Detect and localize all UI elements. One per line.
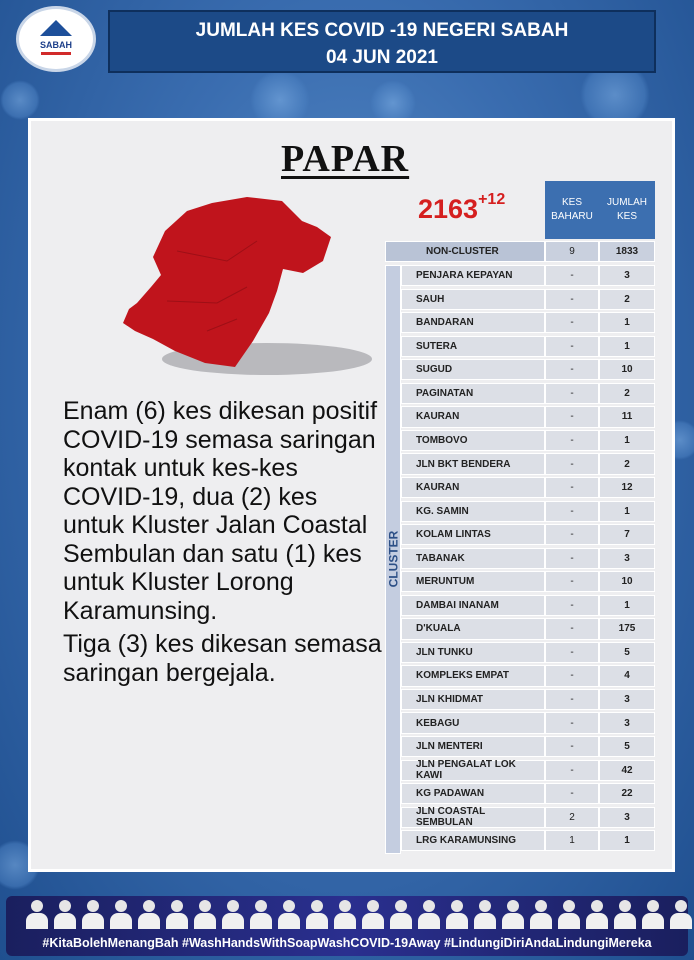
cluster-total: 1 bbox=[599, 336, 655, 357]
cluster-name: KAURAN bbox=[401, 406, 545, 427]
cluster-total: 1 bbox=[599, 312, 655, 333]
person-icon bbox=[418, 900, 440, 930]
person-icon bbox=[586, 900, 608, 930]
footer-banner bbox=[6, 896, 688, 956]
cluster-total: 3 bbox=[599, 689, 655, 710]
cluster-row bbox=[401, 689, 655, 710]
cluster-row bbox=[401, 642, 655, 663]
cluster-new: - bbox=[545, 265, 599, 286]
cluster-new: - bbox=[545, 736, 599, 757]
cluster-name: PAGINATAN bbox=[401, 383, 545, 404]
main-panel bbox=[28, 118, 675, 872]
description bbox=[63, 397, 383, 687]
cluster-new: - bbox=[545, 783, 599, 804]
title-line-2: 04 JUN 2021 bbox=[326, 47, 438, 68]
cluster-row bbox=[401, 736, 655, 757]
cluster-row bbox=[401, 595, 655, 616]
cluster-new: - bbox=[545, 383, 599, 404]
header-title bbox=[108, 10, 656, 73]
cluster-row bbox=[401, 807, 655, 828]
mountain-icon bbox=[40, 20, 72, 36]
cluster-total: 4 bbox=[599, 665, 655, 686]
cluster-name: SUGUD bbox=[401, 359, 545, 380]
logo-text: SABAH bbox=[39, 39, 72, 50]
cluster-total: 2 bbox=[599, 453, 655, 474]
cluster-row bbox=[401, 524, 655, 545]
cluster-total: 3 bbox=[599, 712, 655, 733]
cluster-total: 2 bbox=[599, 383, 655, 404]
person-icon bbox=[222, 900, 244, 930]
cluster-row bbox=[401, 453, 655, 474]
cluster-new: - bbox=[545, 571, 599, 592]
total-value: 2163 bbox=[418, 194, 479, 224]
cluster-label bbox=[385, 265, 401, 854]
person-icon bbox=[614, 900, 636, 930]
cluster-new: - bbox=[545, 760, 599, 781]
person-icon bbox=[110, 900, 132, 930]
cluster-name: BANDARAN bbox=[401, 312, 545, 333]
cluster-new: - bbox=[545, 501, 599, 522]
cluster-total: 5 bbox=[599, 736, 655, 757]
total-cases bbox=[418, 191, 506, 225]
person-icon bbox=[166, 900, 188, 930]
cluster-new: - bbox=[545, 689, 599, 710]
cluster-total: 7 bbox=[599, 524, 655, 545]
cluster-total: 10 bbox=[599, 359, 655, 380]
cluster-total: 1 bbox=[599, 430, 655, 451]
cluster-new: 2 bbox=[545, 807, 599, 828]
cluster-total: 10 bbox=[599, 571, 655, 592]
person-icon bbox=[250, 900, 272, 930]
description-para-2: Tiga (3) kes dikesan semasa saringan bergejala. bbox=[63, 630, 382, 687]
person-icon bbox=[530, 900, 552, 930]
cluster-new: - bbox=[545, 618, 599, 639]
cluster-row bbox=[401, 336, 655, 357]
cluster-total: 11 bbox=[599, 406, 655, 427]
cluster-new: - bbox=[545, 406, 599, 427]
cluster-row bbox=[401, 712, 655, 733]
person-icon bbox=[278, 900, 300, 930]
cluster-new: - bbox=[545, 359, 599, 380]
cluster-name: SUTERA bbox=[401, 336, 545, 357]
cluster-new: - bbox=[545, 289, 599, 310]
cluster-row bbox=[401, 477, 655, 498]
cluster-total: 3 bbox=[599, 807, 655, 828]
cluster-new: - bbox=[545, 453, 599, 474]
cluster-row bbox=[401, 312, 655, 333]
person-icon bbox=[54, 900, 76, 930]
logo-stripe bbox=[41, 52, 71, 55]
cluster-row bbox=[401, 359, 655, 380]
person-icon bbox=[502, 900, 524, 930]
cluster-new: - bbox=[545, 336, 599, 357]
header-new-cases: KES BAHARU bbox=[545, 181, 599, 239]
cluster-name: JLN TUNKU bbox=[401, 642, 545, 663]
person-icon bbox=[474, 900, 496, 930]
cluster-name: JLN MENTERI bbox=[401, 736, 545, 757]
person-icon bbox=[138, 900, 160, 930]
cluster-total: 22 bbox=[599, 783, 655, 804]
cluster-total: 12 bbox=[599, 477, 655, 498]
person-icon bbox=[82, 900, 104, 930]
non-cluster-name: NON-CLUSTER bbox=[385, 241, 545, 262]
cluster-name: TOMBOVO bbox=[401, 430, 545, 451]
person-icon bbox=[670, 900, 692, 930]
cluster-new: 1 bbox=[545, 830, 599, 851]
cluster-new: - bbox=[545, 712, 599, 733]
map-shape bbox=[123, 197, 331, 367]
people-figures bbox=[26, 900, 692, 930]
person-icon bbox=[194, 900, 216, 930]
cluster-name: MERUNTUM bbox=[401, 571, 545, 592]
cluster-name: KEBAGU bbox=[401, 712, 545, 733]
cluster-row bbox=[401, 383, 655, 404]
non-cluster-total: 1833 bbox=[599, 241, 655, 262]
sabah-logo bbox=[16, 6, 96, 72]
cluster-row bbox=[401, 618, 655, 639]
cluster-row bbox=[401, 548, 655, 569]
person-icon bbox=[390, 900, 412, 930]
cluster-total: 175 bbox=[599, 618, 655, 639]
non-cluster-row bbox=[385, 241, 655, 262]
cluster-name: JLN PENGALAT LOK KAWI bbox=[401, 760, 545, 781]
cluster-name: KAURAN bbox=[401, 477, 545, 498]
person-icon bbox=[446, 900, 468, 930]
cluster-total: 1 bbox=[599, 501, 655, 522]
cluster-name: KOLAM LINTAS bbox=[401, 524, 545, 545]
cluster-row bbox=[401, 289, 655, 310]
cluster-name: LRG KARAMUNSING bbox=[401, 830, 545, 851]
cluster-new: - bbox=[545, 430, 599, 451]
cluster-total: 42 bbox=[599, 760, 655, 781]
cluster-total: 1 bbox=[599, 595, 655, 616]
person-icon bbox=[306, 900, 328, 930]
cluster-row bbox=[401, 665, 655, 686]
cluster-new: - bbox=[545, 642, 599, 663]
cluster-name: JLN COASTAL SEMBULAN bbox=[401, 807, 545, 828]
cluster-new: - bbox=[545, 524, 599, 545]
person-icon bbox=[642, 900, 664, 930]
cluster-total: 5 bbox=[599, 642, 655, 663]
cluster-new: - bbox=[545, 595, 599, 616]
person-icon bbox=[558, 900, 580, 930]
cluster-total: 2 bbox=[599, 289, 655, 310]
virus-decoration bbox=[0, 80, 40, 120]
cluster-label-text: CLUSTER bbox=[386, 531, 401, 588]
cluster-total: 3 bbox=[599, 265, 655, 286]
cluster-row bbox=[401, 406, 655, 427]
district-map bbox=[117, 191, 377, 391]
footer-hashtags: #KitaBolehMenangBah #WashHandsWithSoapWashCOVID-19Away #LindungiDiriAndaLindungiMereka bbox=[42, 936, 652, 950]
cluster-name: DAMBAI INANAM bbox=[401, 595, 545, 616]
non-cluster-new: 9 bbox=[545, 241, 599, 262]
district-title: PAPAR bbox=[281, 138, 410, 180]
person-icon bbox=[362, 900, 384, 930]
cluster-name: KOMPLEKS EMPAT bbox=[401, 665, 545, 686]
cluster-row bbox=[401, 830, 655, 851]
cluster-new: - bbox=[545, 312, 599, 333]
cluster-total: 1 bbox=[599, 830, 655, 851]
cluster-name: KG. SAMIN bbox=[401, 501, 545, 522]
person-icon bbox=[334, 900, 356, 930]
cluster-row bbox=[401, 571, 655, 592]
cluster-new: - bbox=[545, 548, 599, 569]
cluster-name: JLN KHIDMAT bbox=[401, 689, 545, 710]
title-line-1: JUMLAH KES COVID -19 NEGERI SABAH bbox=[195, 20, 569, 41]
cluster-name: PENJARA KEPAYAN bbox=[401, 265, 545, 286]
cluster-new: - bbox=[545, 477, 599, 498]
total-increment: +12 bbox=[478, 191, 506, 208]
cluster-row bbox=[401, 783, 655, 804]
header-total-cases: JUMLAH KES bbox=[599, 181, 655, 239]
cluster-row bbox=[401, 760, 655, 781]
cluster-name: JLN BKT BENDERA bbox=[401, 453, 545, 474]
cluster-row bbox=[401, 430, 655, 451]
cluster-row bbox=[401, 501, 655, 522]
cluster-new: - bbox=[545, 665, 599, 686]
cluster-total: 3 bbox=[599, 548, 655, 569]
person-icon bbox=[26, 900, 48, 930]
description-para-1: Enam (6) kes dikesan positif COVID-19 semasa saringan kontak untuk kes-kes COVID-19, dua (2) kes untuk Kluster Jalan Coastal Sembulan dan satu (1) kes untuk Kluster Lorong Karamunsing. bbox=[63, 397, 378, 625]
cluster-row bbox=[401, 265, 655, 286]
cluster-name: KG PADAWAN bbox=[401, 783, 545, 804]
cluster-name: D'KUALA bbox=[401, 618, 545, 639]
cluster-name: SAUH bbox=[401, 289, 545, 310]
cluster-name: TABANAK bbox=[401, 548, 545, 569]
